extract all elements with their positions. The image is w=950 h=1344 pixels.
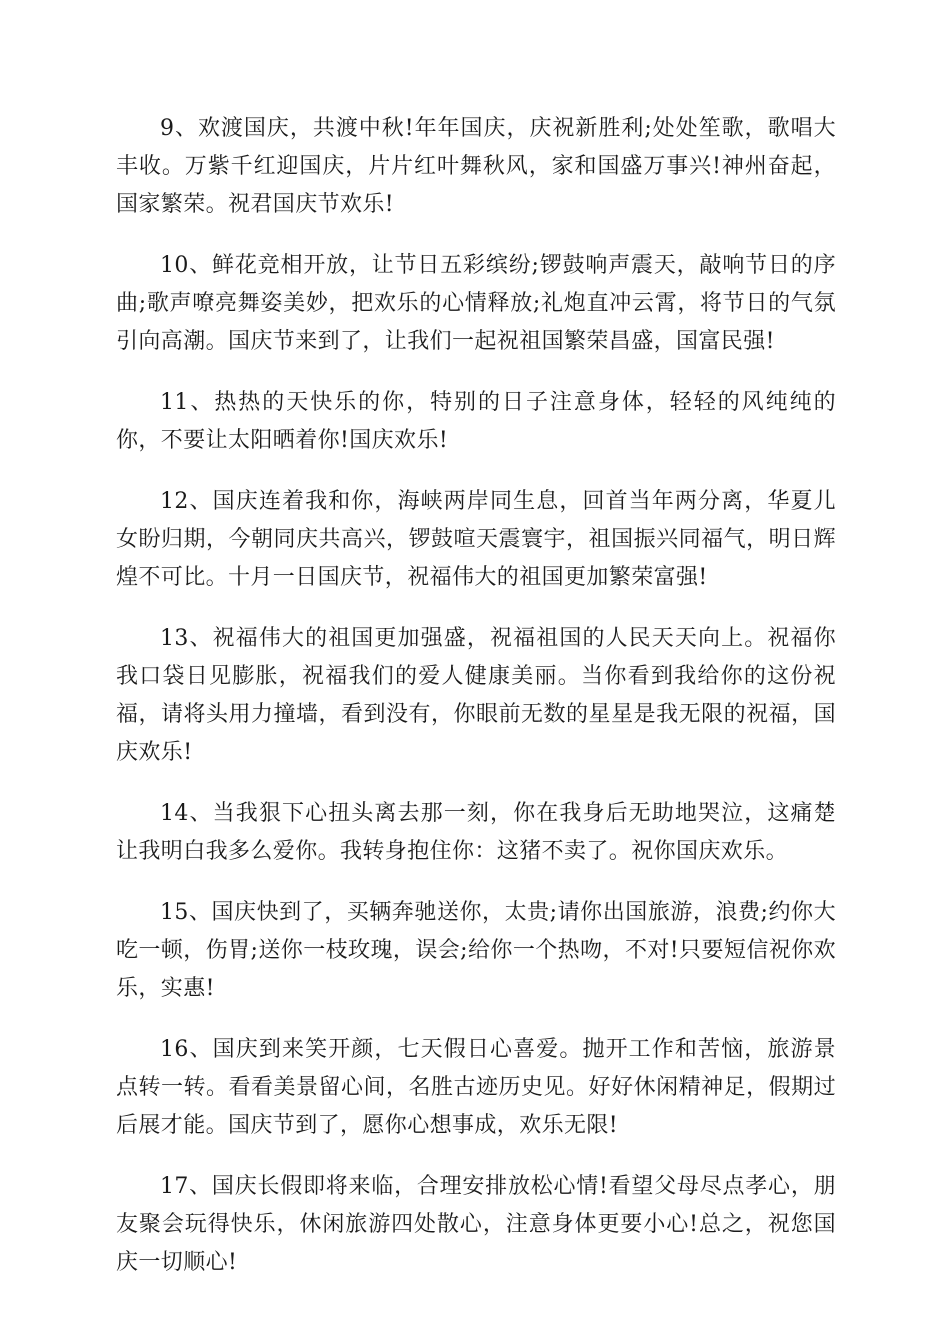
paragraph-14: 14、当我狠下心扭头离去那一刻，你在我身后无助地哭泣，这痛楚让我明白我多么爱你。我转身抱住你：这猪不卖了。祝你国庆欢乐。	[116, 801, 836, 864]
paragraph-15: 15、国庆快到了，买辆奔驰送你，太贵;请你出国旅游，浪费;约你大吃一顿，伤胃;送你一枝玫瑰，误会;给你一个热吻，不对!只要短信祝你欢乐，实惠!	[116, 900, 836, 1001]
paragraph-12: 12、国庆连着我和你，海峡两岸同生息，回首当年两分离，华夏儿女盼归期，今朝同庆共高兴，锣鼓喧天震寰宇，祖国振兴同福气，明日辉煌不可比。十月一日国庆节，祝福伟大的祖国更加繁荣富强!	[116, 489, 836, 590]
document-body	[116, 110, 836, 1305]
paragraph-16: 16、国庆到来笑开颜，七天假日心喜爱。抛开工作和苦恼，旅游景点转一转。看看美景留心间，名胜古迹历史见。好好休闲精神足，假期过后展才能。国庆节到了，愿你心想事成，欢乐无限!	[116, 1037, 836, 1138]
paragraph-17: 17、国庆长假即将来临，合理安排放松心情!看望父母尽点孝心，朋友聚会玩得快乐，休闲旅游四处散心，注意身体更要小心!总之，祝您国庆一切顺心!	[116, 1174, 836, 1275]
paragraph-13: 13、祝福伟大的祖国更加强盛，祝福祖国的人民天天向上。祝福你我口袋日见膨胀，祝福我们的爱人健康美丽。当你看到我给你的这份祝福，请将头用力撞墙，看到没有，你眼前无数的星星是我无限的祝福，国庆欢乐!	[116, 626, 836, 765]
paragraph-11: 11、热热的天快乐的你，特别的日子注意身体，轻轻的风纯纯的你，不要让太阳晒着你!国庆欢乐!	[116, 390, 836, 453]
paragraph-9: 9、欢渡国庆，共渡中秋!年年国庆，庆祝新胜利;处处笙歌，歌唱大丰收。万紫千红迎国庆，片片红叶舞秋风，家和国盛万事兴!神州奋起，国家繁荣。祝君国庆节欢乐!	[116, 116, 836, 217]
paragraph-10: 10、鲜花竞相开放，让节日五彩缤纷;锣鼓响声震天，敲响节日的序曲;歌声嘹亮舞姿美妙，把欢乐的心情释放;礼炮直冲云霄，将节日的气氛引向高潮。国庆节来到了，让我们一起祝祖国繁荣昌盛，国富民强!	[116, 253, 836, 354]
